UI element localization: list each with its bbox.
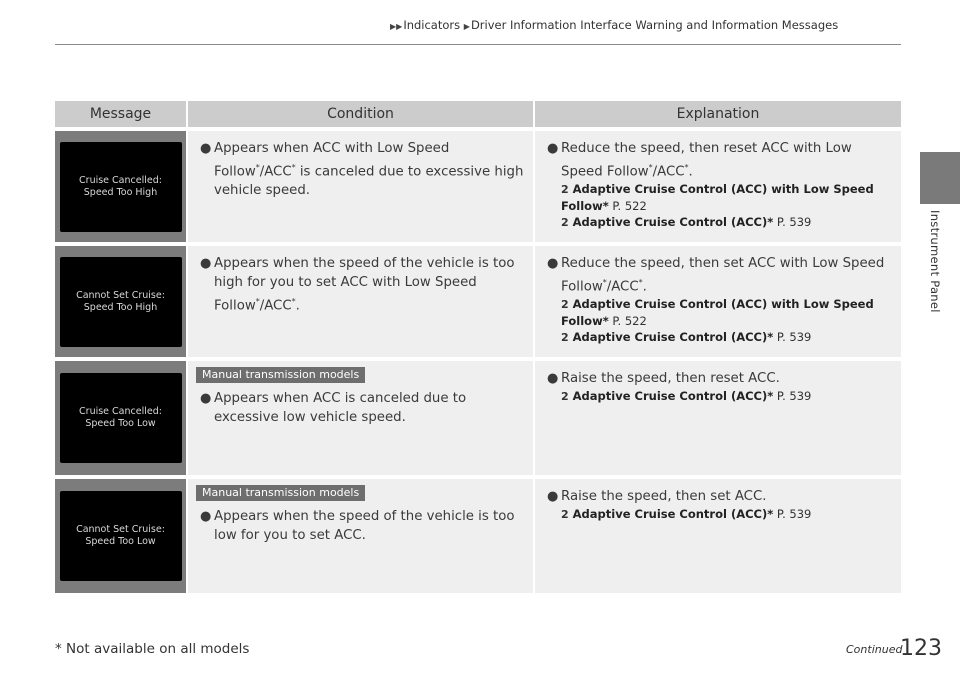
condition-cell [188, 246, 535, 357]
display-screen-cannot-set-low [60, 491, 182, 581]
explanation-text: Raise the speed, then reset ACC. [561, 371, 780, 386]
explanation-cell [535, 479, 901, 593]
message-display-cell [55, 479, 188, 593]
display-line: Speed Too High [83, 186, 158, 198]
cross-reference-link[interactable]: 2 Adaptive Cruise Control (ACC)* P. 539 [561, 215, 812, 230]
bullet-icon: ● [200, 391, 212, 406]
table-header-row [55, 101, 901, 127]
display-line: Cannot Set Cruise: [76, 289, 165, 301]
reference-arrow-icon: 2 [561, 508, 569, 521]
cross-reference-link[interactable]: 2 Adaptive Cruise Control (ACC)* P. 539 [561, 507, 812, 521]
bullet-icon: ● [547, 256, 559, 271]
display-line: Cruise Cancelled: [79, 174, 162, 186]
explanation-text: Raise the speed, then set ACC. [561, 489, 767, 504]
condition-text: Appears when the speed of the vehicle is too low for you to set ACC. [214, 509, 515, 543]
message-display-cell [55, 246, 188, 357]
condition-text: Appears when ACC with Low Speed Follow*/ACC* is canceled due to excessive high vehicle speed. [214, 141, 524, 199]
table-row [55, 361, 901, 475]
reference-arrow-icon: 2 [561, 298, 569, 312]
explanation-cell [535, 131, 901, 242]
model-tag: Manual transmission models [196, 367, 365, 383]
breadcrumb-arrow-icon: ▶ [463, 22, 470, 31]
condition-cell [188, 131, 535, 242]
message-display-cell [55, 131, 188, 242]
chapter-label: Instrument Panel [928, 210, 942, 313]
message-table [55, 97, 901, 597]
header-explanation: Explanation [535, 101, 901, 127]
continued-label: Continued [846, 643, 903, 656]
reference-arrow-icon: 2 [561, 183, 569, 197]
explanation-text: Reduce the speed, then set ACC with Low Speed Follow*/ACC*. [561, 256, 885, 295]
condition-cell [188, 361, 535, 475]
breadcrumb-arrow-icon: ▶▶ [390, 22, 403, 31]
display-screen-cruise-cancelled-high [60, 142, 182, 232]
cross-reference-link[interactable]: 2 Adaptive Cruise Control (ACC)* P. 539 [561, 330, 812, 345]
table-row [55, 479, 901, 593]
cross-reference-link[interactable]: 2 Adaptive Cruise Control (ACC)* P. 539 [561, 389, 812, 403]
display-line: Cannot Set Cruise: [76, 524, 165, 535]
explanation-cell [535, 246, 901, 357]
bullet-icon: ● [547, 371, 559, 386]
footnote: * Not available on all models [55, 641, 250, 657]
display-line: Speed Too High [83, 301, 158, 313]
table-row [55, 246, 901, 357]
breadcrumb-item-current: Driver Information Interface Warning and Information Messages [470, 18, 839, 32]
reference-arrow-icon: 2 [561, 390, 569, 403]
page-number: 123 [900, 636, 942, 661]
breadcrumb [390, 18, 910, 32]
explanation-cell [535, 361, 901, 475]
explanation-text: Reduce the speed, then reset ACC with Low Speed Follow*/ACC*. [561, 141, 852, 180]
header-divider [55, 44, 901, 45]
bullet-icon: ● [547, 489, 559, 504]
bullet-icon: ● [200, 256, 212, 271]
breadcrumb-item-indicators[interactable]: Indicators [403, 18, 461, 32]
condition-text: Appears when ACC is canceled due to excessive low vehicle speed. [214, 391, 467, 425]
reference-arrow-icon: 2 [561, 331, 569, 345]
message-display-cell [55, 361, 188, 475]
display-screen-cannot-set-high [60, 257, 182, 347]
display-line: Cruise Cancelled: [79, 406, 162, 417]
table-row [55, 131, 901, 242]
header-condition: Condition [188, 101, 535, 127]
display-screen-cruise-cancelled-low [60, 373, 182, 463]
condition-cell [188, 479, 535, 593]
model-tag: Manual transmission models [196, 485, 365, 501]
chapter-tab[interactable] [920, 152, 960, 204]
condition-text: Appears when the speed of the vehicle is too high for you to set ACC with Low Speed Follow*/ACC*. [214, 256, 515, 314]
display-line: Speed Too Low [85, 418, 156, 429]
header-message: Message [55, 101, 188, 127]
reference-arrow-icon: 2 [561, 216, 569, 230]
cross-reference-link[interactable]: 2 Adaptive Cruise Control (ACC) with Low Speed Follow* P. 522 [561, 297, 874, 329]
cross-reference-link[interactable]: 2 Adaptive Cruise Control (ACC) with Low Speed Follow* P. 522 [561, 182, 874, 214]
bullet-icon: ● [200, 141, 212, 156]
bullet-icon: ● [547, 141, 559, 156]
display-line: Speed Too Low [85, 536, 156, 547]
bullet-icon: ● [200, 509, 212, 524]
